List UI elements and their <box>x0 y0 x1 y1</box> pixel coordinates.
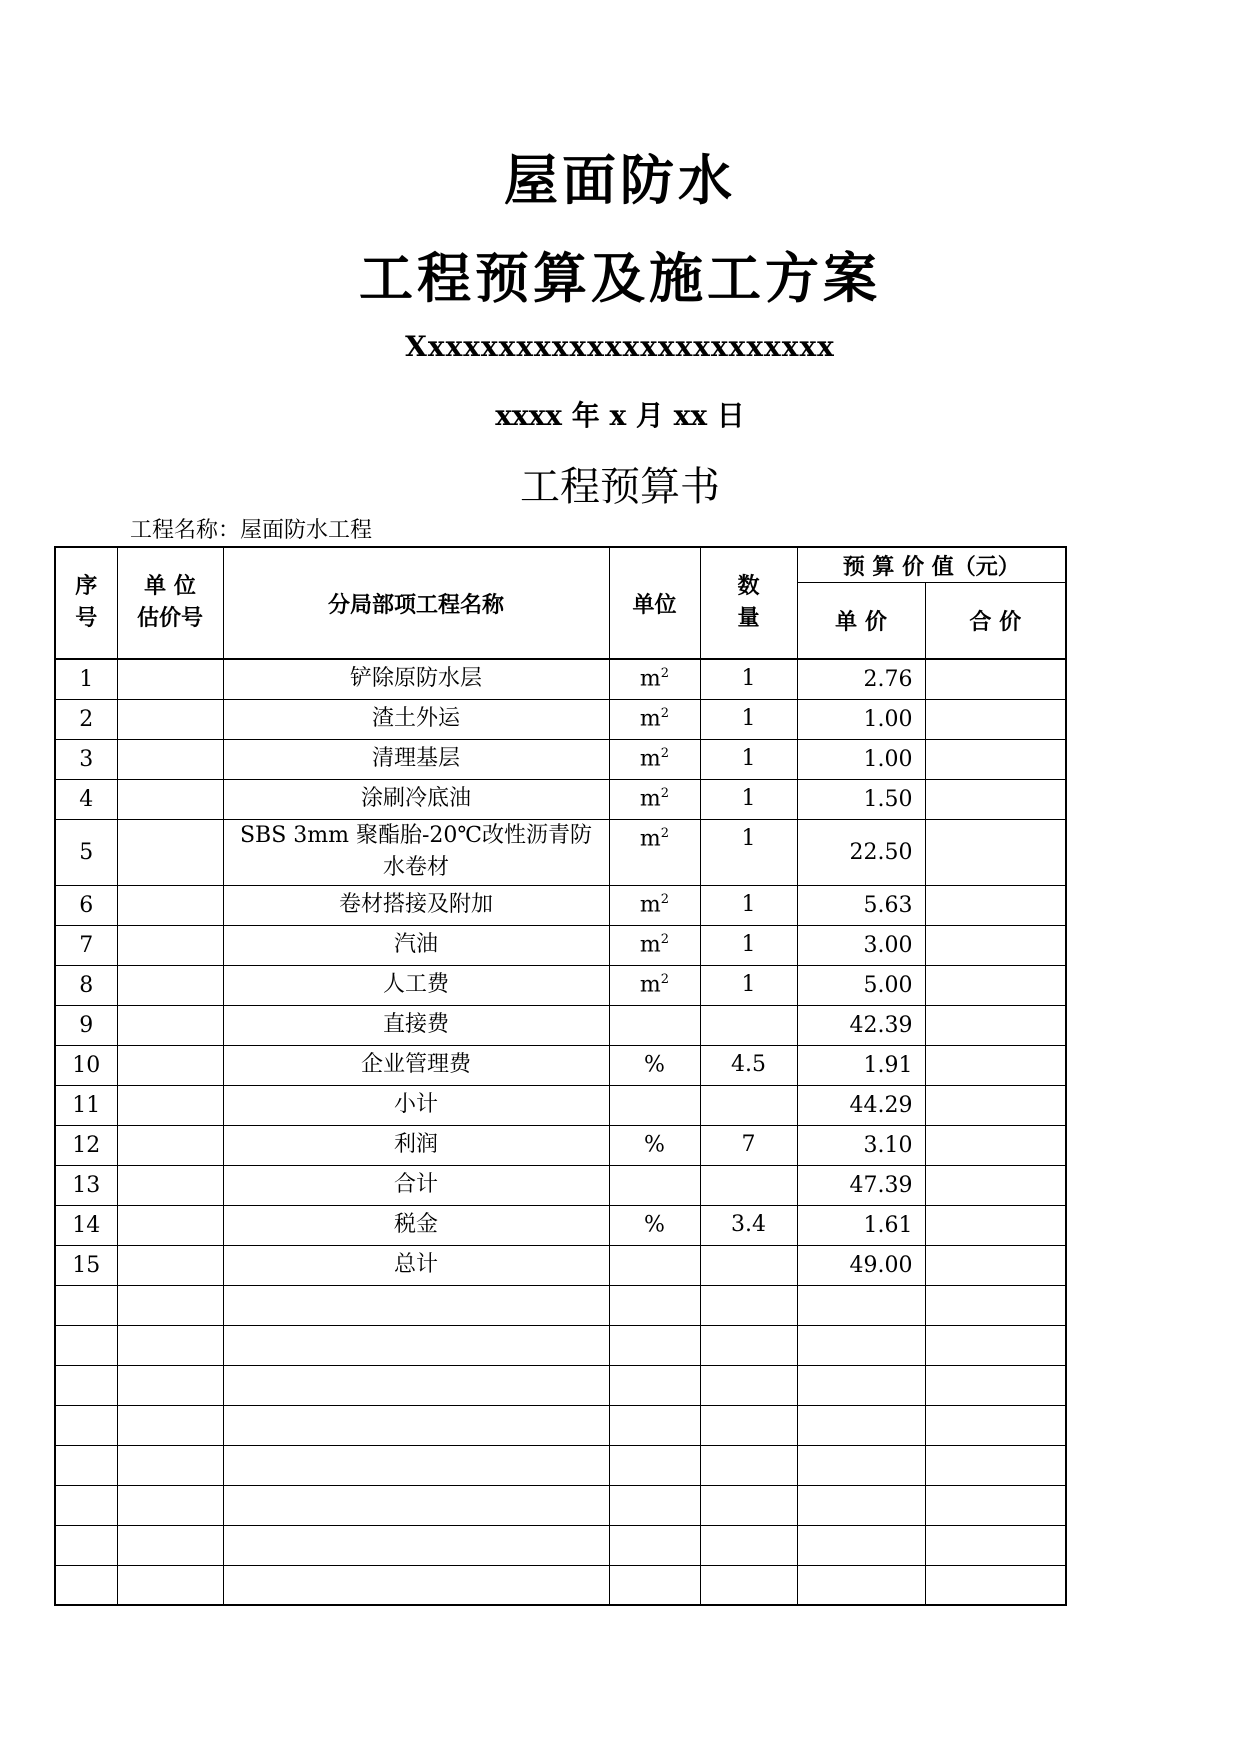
row-unit-price: 1.91 <box>797 1045 925 1085</box>
row-unit-price: 3.00 <box>797 925 925 965</box>
empty-cell <box>223 1565 609 1605</box>
header-qty: 数量 <box>700 547 797 659</box>
header-unit: 单位 <box>609 547 700 659</box>
table-row <box>55 1245 1066 1285</box>
empty-cell <box>925 1485 1066 1525</box>
empty-cell <box>223 1285 609 1325</box>
row-est-no <box>117 1125 223 1165</box>
row-seq: 3 <box>55 739 117 779</box>
row-seq: 5 <box>55 819 117 885</box>
empty-table-row <box>55 1325 1066 1365</box>
empty-cell <box>925 1445 1066 1485</box>
empty-cell <box>700 1285 797 1325</box>
row-item-name: 企业管理费 <box>223 1045 609 1085</box>
row-unit <box>609 965 700 1005</box>
row-unit <box>609 1045 700 1085</box>
empty-cell <box>55 1525 117 1565</box>
unit-text: m <box>639 785 661 811</box>
unit-text: m <box>639 705 661 731</box>
row-qty: 3.4 <box>700 1205 797 1245</box>
empty-table-row <box>55 1445 1066 1485</box>
row-unit-price: 2.76 <box>797 659 925 699</box>
row-unit <box>609 885 700 925</box>
row-total-price <box>925 1245 1066 1285</box>
table-row <box>55 885 1066 925</box>
header-unit-price: 单 价 <box>797 583 925 660</box>
row-seq: 15 <box>55 1245 117 1285</box>
table-row <box>55 1085 1066 1125</box>
empty-cell <box>55 1325 117 1365</box>
empty-cell <box>925 1325 1066 1365</box>
row-seq: 4 <box>55 779 117 819</box>
row-qty: 1 <box>700 739 797 779</box>
table-row <box>55 925 1066 965</box>
unit-superscript: 2 <box>660 825 670 841</box>
row-unit <box>609 699 700 739</box>
row-total-price <box>925 779 1066 819</box>
table-row <box>55 779 1066 819</box>
empty-cell <box>797 1525 925 1565</box>
document-date: xxxx 年 x 月 xx 日 <box>495 399 745 432</box>
row-unit-price: 42.39 <box>797 1005 925 1045</box>
empty-cell <box>797 1325 925 1365</box>
empty-table-row <box>55 1285 1066 1325</box>
row-total-price <box>925 1005 1066 1045</box>
empty-cell <box>223 1525 609 1565</box>
row-est-no <box>117 819 223 885</box>
empty-cell <box>609 1325 700 1365</box>
empty-cell <box>223 1485 609 1525</box>
empty-cell <box>700 1405 797 1445</box>
empty-cell <box>925 1365 1066 1405</box>
unit-superscript: 2 <box>660 785 670 801</box>
row-unit <box>609 1245 700 1285</box>
row-unit-price: 5.63 <box>797 885 925 925</box>
row-total-price <box>925 1085 1066 1125</box>
unit-text: % <box>644 1131 665 1157</box>
empty-cell <box>55 1445 117 1485</box>
row-unit <box>609 1085 700 1125</box>
row-qty: 1 <box>700 925 797 965</box>
row-total-price <box>925 819 1066 885</box>
row-unit-price: 44.29 <box>797 1085 925 1125</box>
row-unit <box>609 1005 700 1045</box>
row-est-no <box>117 739 223 779</box>
row-item-name: 涂刷冷底油 <box>223 779 609 819</box>
row-seq: 13 <box>55 1165 117 1205</box>
empty-cell <box>117 1485 223 1525</box>
row-unit <box>609 1205 700 1245</box>
table-row <box>55 1125 1066 1165</box>
row-seq: 7 <box>55 925 117 965</box>
empty-cell <box>700 1365 797 1405</box>
empty-cell <box>55 1365 117 1405</box>
empty-cell <box>797 1565 925 1605</box>
header-est-no: 单 位 估价号 <box>117 547 223 659</box>
empty-table-row <box>55 1525 1066 1565</box>
unit-text: m <box>639 931 661 957</box>
row-seq: 10 <box>55 1045 117 1085</box>
row-unit <box>609 819 700 885</box>
empty-table-row <box>55 1565 1066 1605</box>
row-item-name: 小计 <box>223 1085 609 1125</box>
empty-cell <box>609 1525 700 1565</box>
unit-superscript: 2 <box>660 666 670 681</box>
empty-cell <box>700 1325 797 1365</box>
row-item-name: 直接费 <box>223 1005 609 1045</box>
row-unit <box>609 659 700 699</box>
empty-cell <box>55 1485 117 1525</box>
row-item-name: 税金 <box>223 1205 609 1245</box>
row-total-price <box>925 885 1066 925</box>
row-item-name: 渣土外运 <box>223 699 609 739</box>
header-total-price: 合 价 <box>925 583 1066 660</box>
row-est-no <box>117 885 223 925</box>
row-item-name: 铲除原防水层 <box>223 659 609 699</box>
row-est-no <box>117 659 223 699</box>
empty-cell <box>797 1365 925 1405</box>
row-seq: 12 <box>55 1125 117 1165</box>
table-row <box>55 739 1066 779</box>
empty-table-row <box>55 1485 1066 1525</box>
empty-cell <box>117 1565 223 1605</box>
empty-cell <box>609 1365 700 1405</box>
row-total-price <box>925 699 1066 739</box>
row-est-no <box>117 1165 223 1205</box>
unit-superscript: 2 <box>660 745 670 761</box>
empty-cell <box>925 1525 1066 1565</box>
row-total-price <box>925 1045 1066 1085</box>
row-total-price <box>925 1125 1066 1165</box>
row-item-name: 利润 <box>223 1125 609 1165</box>
row-item-name: SBS 3mm 聚酯胎-20℃改性沥青防水卷材 <box>223 819 609 885</box>
empty-table-row <box>55 1405 1066 1445</box>
row-qty <box>700 1005 797 1045</box>
empty-cell <box>797 1405 925 1445</box>
row-item-name: 清理基层 <box>223 739 609 779</box>
row-total-price <box>925 925 1066 965</box>
table-row <box>55 1165 1066 1205</box>
row-item-name: 总计 <box>223 1245 609 1285</box>
table-row <box>55 1045 1066 1085</box>
unit-text: m <box>639 971 661 997</box>
unit-text: % <box>644 1211 665 1237</box>
row-qty: 1 <box>700 965 797 1005</box>
row-total-price <box>925 1205 1066 1245</box>
row-qty: 1 <box>700 699 797 739</box>
row-qty: 1 <box>700 885 797 925</box>
row-seq: 1 <box>55 659 117 699</box>
row-est-no <box>117 1045 223 1085</box>
project-name: 工程名称：屋面防水工程 <box>130 518 373 543</box>
unit-superscript: 2 <box>660 891 670 907</box>
table-row <box>55 1205 1066 1245</box>
row-qty: 1 <box>700 779 797 819</box>
row-est-no <box>117 699 223 739</box>
empty-cell <box>797 1445 925 1485</box>
unit-superscript: 2 <box>660 931 670 947</box>
header-budget-value: 预 算 价 值（元） <box>797 547 1066 583</box>
empty-cell <box>700 1445 797 1485</box>
empty-cell <box>117 1365 223 1405</box>
empty-cell <box>117 1285 223 1325</box>
row-est-no <box>117 1205 223 1245</box>
row-unit-price: 1.00 <box>797 739 925 779</box>
row-item-name: 汽油 <box>223 925 609 965</box>
unit-text: % <box>644 1051 665 1077</box>
empty-cell <box>925 1285 1066 1325</box>
row-est-no <box>117 965 223 1005</box>
empty-cell <box>609 1485 700 1525</box>
row-unit <box>609 739 700 779</box>
empty-cell <box>609 1565 700 1605</box>
row-est-no <box>117 779 223 819</box>
row-unit <box>609 925 700 965</box>
empty-cell <box>797 1285 925 1325</box>
row-unit <box>609 779 700 819</box>
empty-cell <box>117 1325 223 1365</box>
empty-cell <box>700 1485 797 1525</box>
row-unit-price: 3.10 <box>797 1125 925 1165</box>
row-seq: 2 <box>55 699 117 739</box>
row-unit-price: 22.50 <box>797 819 925 885</box>
row-unit-price: 1.50 <box>797 779 925 819</box>
row-est-no <box>117 1085 223 1125</box>
row-item-name: 人工费 <box>223 965 609 1005</box>
row-seq: 14 <box>55 1205 117 1245</box>
empty-cell <box>223 1405 609 1445</box>
empty-cell <box>117 1525 223 1565</box>
row-qty <box>700 1245 797 1285</box>
unit-superscript: 2 <box>660 705 670 721</box>
row-qty <box>700 1085 797 1125</box>
row-seq: 11 <box>55 1085 117 1125</box>
table-row <box>55 965 1066 1005</box>
row-item-name: 合计 <box>223 1165 609 1205</box>
row-unit-price: 1.00 <box>797 699 925 739</box>
row-qty: 1 <box>700 819 797 885</box>
empty-cell <box>55 1565 117 1605</box>
row-unit-price: 49.00 <box>797 1245 925 1285</box>
row-est-no <box>117 1005 223 1045</box>
header-item-name: 分局部项工程名称 <box>223 547 609 659</box>
row-seq: 6 <box>55 885 117 925</box>
empty-cell <box>609 1405 700 1445</box>
company-name: Xxxxxxxxxxxxxxxxxxxxxxxx <box>405 330 835 363</box>
row-total-price <box>925 659 1066 699</box>
row-seq: 9 <box>55 1005 117 1045</box>
table-row <box>55 819 1066 885</box>
row-unit <box>609 1125 700 1165</box>
empty-cell <box>117 1405 223 1445</box>
table-row <box>55 699 1066 739</box>
row-qty: 4.5 <box>700 1045 797 1085</box>
row-est-no <box>117 1245 223 1285</box>
empty-cell <box>117 1445 223 1485</box>
empty-cell <box>55 1285 117 1325</box>
document-title-line2: 工程预算及施工方案 <box>359 246 881 310</box>
row-total-price <box>925 1165 1066 1205</box>
document-title-line1: 屋面防水 <box>504 148 736 212</box>
empty-cell <box>609 1445 700 1485</box>
row-qty: 7 <box>700 1125 797 1165</box>
empty-cell <box>609 1285 700 1325</box>
table-row <box>55 1005 1066 1045</box>
empty-cell <box>55 1405 117 1445</box>
row-est-no <box>117 925 223 965</box>
unit-text: m <box>639 666 661 692</box>
empty-cell <box>925 1565 1066 1605</box>
empty-cell <box>700 1565 797 1605</box>
unit-text: m <box>639 745 661 771</box>
row-total-price <box>925 965 1066 1005</box>
budget-table <box>54 546 1067 1606</box>
empty-cell <box>223 1325 609 1365</box>
budget-book-title: 工程预算书 <box>520 464 720 510</box>
empty-cell <box>700 1525 797 1565</box>
row-seq: 8 <box>55 965 117 1005</box>
table-row <box>55 659 1066 699</box>
empty-cell <box>223 1365 609 1405</box>
empty-cell <box>223 1445 609 1485</box>
unit-text: m <box>639 825 661 851</box>
row-qty: 1 <box>700 659 797 699</box>
empty-cell <box>925 1405 1066 1445</box>
row-total-price <box>925 739 1066 779</box>
row-unit-price: 1.61 <box>797 1205 925 1245</box>
row-unit-price: 47.39 <box>797 1165 925 1205</box>
budget-table-body <box>55 659 1066 1605</box>
row-unit <box>609 1165 700 1205</box>
empty-cell <box>797 1485 925 1525</box>
empty-table-row <box>55 1365 1066 1405</box>
row-item-name: 卷材搭接及附加 <box>223 885 609 925</box>
header-seq: 序号 <box>55 547 117 659</box>
unit-superscript: 2 <box>660 971 670 987</box>
row-qty <box>700 1165 797 1205</box>
row-unit-price: 5.00 <box>797 965 925 1005</box>
unit-text: m <box>639 891 661 917</box>
